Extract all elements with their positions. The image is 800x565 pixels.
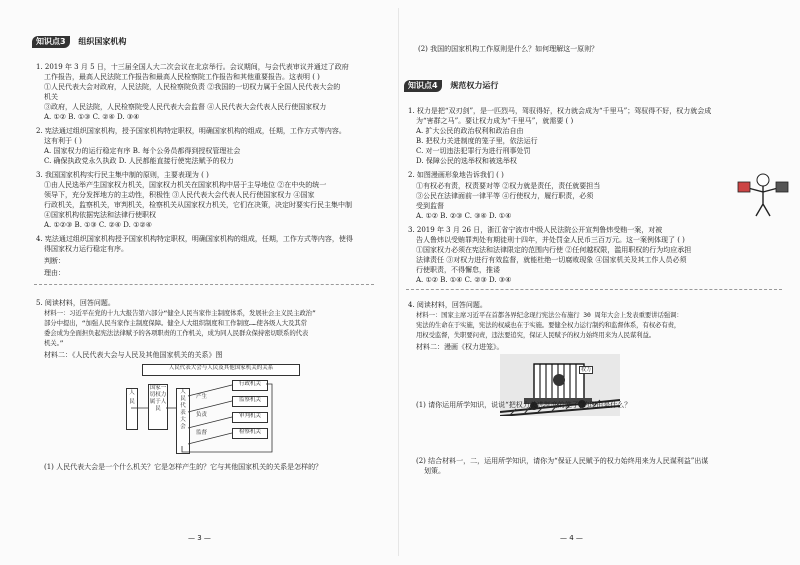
question-line: ①有权必有责，权责要对等 ②权力就是责任，责任就要担当 bbox=[416, 182, 601, 190]
question-line: 3. 2019 年 3 月 26 日，浙江省宁波市中级人民法院公开宣判鲁炜受贿一案，对被 bbox=[408, 226, 663, 234]
question-line: 为“害群之马”。要让权力成为“千里马”，就需要 ( ) bbox=[416, 117, 574, 125]
section-header-4 bbox=[404, 80, 498, 92]
question-line: ③公民在法律面前一律平等 ④行使权力，履行职责，必须 bbox=[416, 192, 594, 200]
diagram-supervise: 监督 bbox=[196, 430, 208, 436]
divider bbox=[34, 284, 374, 285]
section-badge: 知识点4 bbox=[404, 80, 442, 92]
question-line: (1) 人民代表大会是一个什么机关？它是怎样产生的？它与其他国家机关的关系是怎样的？ bbox=[44, 463, 323, 471]
question-line: 受到监督 bbox=[416, 202, 444, 210]
diagram-organ: 检察机关 bbox=[232, 428, 268, 439]
answer-options: A. ①②③ B. ①③ C. ②④ D. ①②④ bbox=[44, 221, 152, 229]
question-line: 1. 2019 年 3 月 5 日，十三届全国人大二次会议在北京举行。会议期间，与会代表审议并通过了政府 bbox=[36, 63, 349, 71]
section-title: 规范权力运行 bbox=[450, 81, 499, 90]
answer-option: D. 保障公民的选举权和被选举权 bbox=[416, 157, 517, 165]
question-line: 2. 如图漫画形象地告诉我们 ( ) bbox=[408, 171, 504, 179]
diagram-npc: 人 民 代 表 大 会 bbox=[176, 388, 190, 454]
question-line: 领导下，充分发挥地方的主动性，积极性 ③人民代表大会代表人民行使国家权力 ④国家 bbox=[44, 191, 315, 199]
answer-options: A. ①② B. ②③ C. ③④ D. ①④ bbox=[416, 212, 512, 220]
answer-options: C. 确保执政党永久执政 D. 人民都能直接行使宪法赋予的权力 bbox=[44, 157, 234, 165]
question-line: ④国家机构依据宪法和法律行使职权 bbox=[44, 211, 156, 219]
material-line: 委会成为全面担负起宪法法律赋予的各项职责的工作机关，成为同人民群众保持密切联系的代表 bbox=[44, 329, 309, 337]
material-line: 部分中提出，“加强人民当家作主制度保障。健全人大组织制度和工作制度……使各级人大及其常 bbox=[44, 319, 307, 327]
page-3 bbox=[0, 0, 396, 565]
material-title: 材料二：漫画《权力进笼》。 bbox=[416, 343, 504, 351]
answer-option: A. 扩大公民的政治权利和政治自由 bbox=[416, 127, 524, 135]
material-line: 机关。” bbox=[44, 339, 64, 347]
question-line: 法律责任 ③对权力进行有效监督，就能杜绝一切腐败现象 ④国家机关及其工作人员必须 bbox=[416, 256, 687, 264]
question-line: 1. 权力是把“双刃剑”，是一匹烈马，驾驭得好，权力就会成为“千里马”；驾驭得不好，权力就会成 bbox=[408, 107, 712, 115]
material-title: 材料二：《人民代表大会与人民及其他国家机关的关系》图 bbox=[44, 351, 223, 359]
diagram-organ: 行政机关 bbox=[232, 380, 268, 391]
material-line: 用权受监督，失职要问责，违法要追究，保证人民赋予的权力始终用来为人民谋利益。 bbox=[416, 331, 656, 339]
question-line: 2. 宪法通过组织国家机构，授予国家机构特定职权，明确国家机构的组成，任期，工作方式等内容。 bbox=[36, 127, 346, 135]
page-gutter bbox=[398, 8, 399, 556]
question-line: 得国家权力运行稳定有序。 bbox=[44, 245, 128, 253]
question-line: 行使职责，不得懈怠，推诿 bbox=[416, 266, 500, 274]
question-line: ③政府，人民法院，人民检察院受人民代表大会监督 ④人民代表大会代表人民行使国家权力 bbox=[44, 103, 327, 111]
judge-label: 判断： bbox=[44, 257, 65, 265]
diagram-people: 人 民 bbox=[126, 388, 138, 430]
question-line: ①人民代表大会对政府，人民法院，人民检察院负责 ②我国的一切权力属于全国人民代表大会的 bbox=[44, 83, 341, 91]
question-line: 划策。 bbox=[424, 467, 445, 475]
diagram-organ: 监察机关 bbox=[232, 396, 268, 407]
answer-options: A. ①② B. ①④ C. ②③ D. ③④ bbox=[416, 276, 512, 284]
diagram-organ: 审判机关 bbox=[232, 412, 268, 423]
question-line: (1) 请你运用所学知识，说说“把权力关进制度的笼子”的理由是什么？ bbox=[416, 401, 632, 409]
answer-options: A. 国家权力的运行稳定有序 B. 每个公务员都得到授权管理社会 bbox=[44, 147, 241, 155]
question-line: 机关 bbox=[44, 93, 58, 101]
answer-option: C. 对一切违法犯罪行为进行刑事处罚 bbox=[416, 147, 531, 155]
reason-label: 理由： bbox=[44, 269, 65, 277]
page-number: — 4 — bbox=[560, 534, 583, 542]
question-line: (2) 结合材料一，二，运用所学知识，请你为“保证人民赋予的权力始终用来为人民谋利益”出谋 bbox=[416, 457, 709, 465]
page-4 bbox=[404, 0, 800, 565]
section-header-3 bbox=[32, 36, 126, 48]
cartoon-power-responsibility-image bbox=[736, 170, 790, 220]
diagram-produce: 产生 bbox=[196, 394, 208, 400]
question-line: ①由人民选举产生国家权力机关，国家权力机关在国家机构中居于主导地位 ②在中央的统一 bbox=[44, 181, 327, 189]
question-line: 4. 宪法通过组织国家机构授予国家机构特定职权，明确国家机构的组成，任期，工作方式等内容，使得 bbox=[36, 235, 353, 243]
section-badge: 知识点3 bbox=[32, 36, 70, 48]
question-line: 工作报告，最高人民法院工作报告和最高人民检察院工作报告和其他重要报告。这表明 ( ) bbox=[44, 73, 320, 81]
material-line: 材料一：国家主席习近平在首都各界纪念现行宪法公布施行 30 周年大会上发表重要讲话强调： bbox=[416, 311, 683, 319]
question-line: 5. 阅读材料，回答问题。 bbox=[36, 299, 115, 307]
cartoon-sign: 权力 bbox=[581, 367, 592, 373]
section-title: 组织国家机构 bbox=[78, 37, 127, 46]
answer-option: B. 把权力关进制度的笼子里，依法运行 bbox=[416, 137, 538, 145]
page-number: — 3 — bbox=[188, 534, 211, 542]
question-line: 4. 阅读材料，回答问题。 bbox=[408, 301, 487, 309]
diagram-left-side: 国家一切权力属于人民 bbox=[148, 384, 168, 430]
question-line: 这有利于 ( ) bbox=[44, 137, 82, 145]
question-line: 行政机关，监察机关，审判机关，检察机关从国家权力机关，它们在决策，决定时要实行民主集中制 bbox=[44, 201, 352, 209]
question-line: (2) 我国的国家机构工作原则是什么？如何理解这一原则？ bbox=[418, 45, 599, 53]
answer-options: A. ①② B. ①③ C. ②④ D. ③④ bbox=[44, 113, 140, 121]
material-line: 材料一：习近平在党的十九大报告第六部分“健全人民当家作主制度体系，发展社会主义民主政治” bbox=[44, 309, 316, 317]
question-line: 3. 我国国家机构实行民主集中制的原则，主要表现为 ( ) bbox=[36, 171, 209, 179]
diagram-responsible: 负责 bbox=[196, 412, 208, 418]
question-line: 告人鲁炜以受贿罪判处有期徒刑十四年，并处罚金人民币三百万元。这一案例体现了 ( ) bbox=[416, 236, 685, 244]
diagram-connectors bbox=[120, 374, 280, 458]
diagram-title: 人民代表大会与人民及其他国家机关的关系 bbox=[142, 364, 300, 376]
material-line: 宪法的生命在于实施，宪法的权威也在于实施。要健全权力运行制约和监督体系，有权必有责， bbox=[416, 321, 681, 329]
divider bbox=[406, 289, 782, 290]
question-line: ①国家权力必须在宪法和法律限定的范围内行使 ②任何越权限，滥用职权的行为均应承担 bbox=[416, 246, 692, 254]
